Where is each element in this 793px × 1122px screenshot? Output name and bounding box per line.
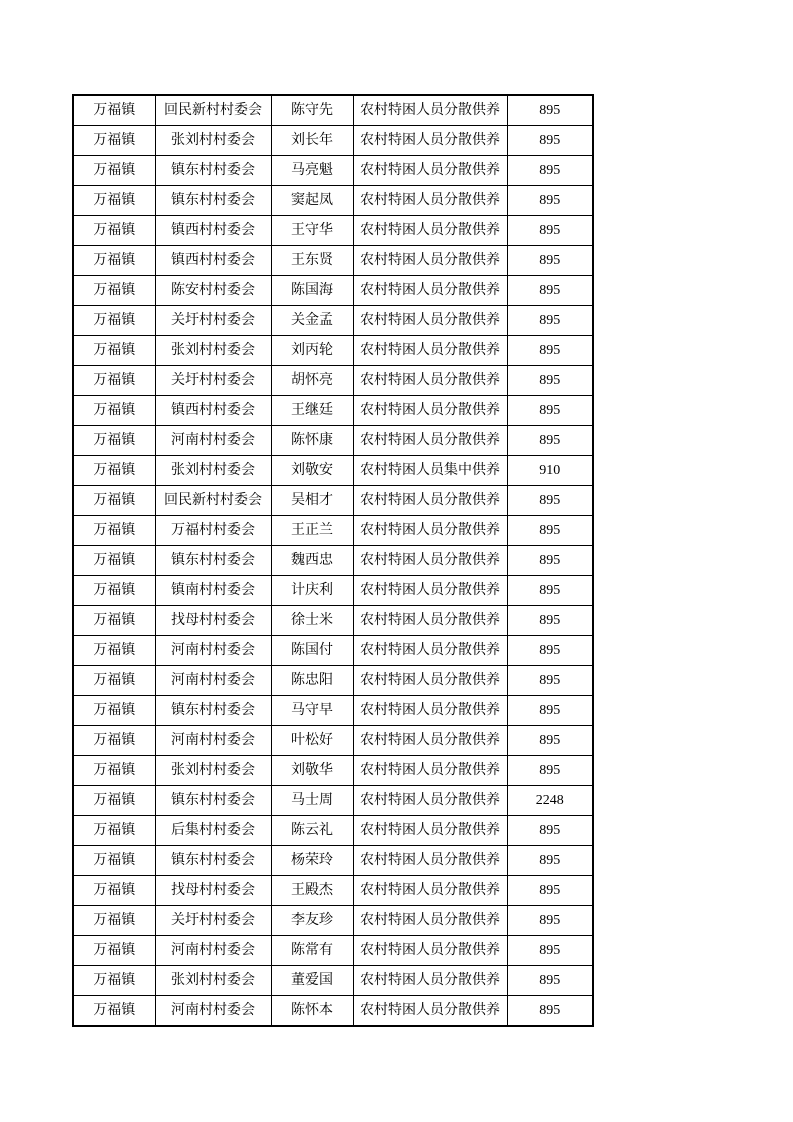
cell-village-committee: 万福村村委会 (155, 516, 271, 546)
table-row (73, 126, 593, 156)
cell-amount: 910 (507, 456, 593, 486)
cell-support-type: 农村特困人员分散供养 (353, 95, 507, 126)
cell-amount: 895 (507, 186, 593, 216)
table-row (73, 546, 593, 576)
table-row (73, 156, 593, 186)
cell-support-type: 农村特困人员分散供养 (353, 876, 507, 906)
cell-village-committee: 镇西村村委会 (155, 246, 271, 276)
cell-amount: 895 (507, 486, 593, 516)
table-row (73, 906, 593, 936)
cell-amount: 895 (507, 126, 593, 156)
cell-village-committee: 镇东村村委会 (155, 786, 271, 816)
cell-person-name: 陈怀本 (271, 996, 353, 1027)
cell-town: 万福镇 (73, 786, 155, 816)
cell-village-committee: 镇东村村委会 (155, 186, 271, 216)
cell-amount: 895 (507, 636, 593, 666)
cell-support-type: 农村特困人员分散供养 (353, 906, 507, 936)
table-row (73, 966, 593, 996)
table-row (73, 426, 593, 456)
cell-amount: 895 (507, 666, 593, 696)
cell-town: 万福镇 (73, 396, 155, 426)
table-row (73, 276, 593, 306)
cell-village-committee: 找母村村委会 (155, 606, 271, 636)
cell-amount: 895 (507, 546, 593, 576)
cell-amount: 2248 (507, 786, 593, 816)
table-row (73, 816, 593, 846)
table-row (73, 246, 593, 276)
table-row (73, 95, 593, 126)
cell-village-committee: 找母村村委会 (155, 876, 271, 906)
table-row (73, 756, 593, 786)
table-row (73, 186, 593, 216)
cell-support-type: 农村特困人员分散供养 (353, 846, 507, 876)
table-row (73, 396, 593, 426)
cell-person-name: 王守华 (271, 216, 353, 246)
cell-village-committee: 张刘村村委会 (155, 966, 271, 996)
cell-amount: 895 (507, 846, 593, 876)
cell-person-name: 陈国海 (271, 276, 353, 306)
cell-village-committee: 河南村村委会 (155, 996, 271, 1027)
cell-amount: 895 (507, 336, 593, 366)
cell-village-committee: 镇西村村委会 (155, 216, 271, 246)
cell-town: 万福镇 (73, 246, 155, 276)
cell-support-type: 农村特困人员分散供养 (353, 786, 507, 816)
cell-support-type: 农村特困人员分散供养 (353, 816, 507, 846)
cell-village-committee: 张刘村村委会 (155, 336, 271, 366)
cell-amount: 895 (507, 516, 593, 546)
table-row (73, 606, 593, 636)
table-row (73, 636, 593, 666)
cell-village-committee: 镇南村村委会 (155, 576, 271, 606)
cell-town: 万福镇 (73, 276, 155, 306)
cell-support-type: 农村特困人员集中供养 (353, 456, 507, 486)
table-row (73, 216, 593, 246)
cell-amount: 895 (507, 95, 593, 126)
cell-village-committee: 镇东村村委会 (155, 156, 271, 186)
cell-person-name: 杨荣玲 (271, 846, 353, 876)
cell-person-name: 关金孟 (271, 306, 353, 336)
cell-person-name: 陈常有 (271, 936, 353, 966)
cell-amount: 895 (507, 366, 593, 396)
cell-person-name: 陈怀康 (271, 426, 353, 456)
cell-village-committee: 河南村村委会 (155, 426, 271, 456)
cell-village-committee: 张刘村村委会 (155, 126, 271, 156)
cell-support-type: 农村特困人员分散供养 (353, 336, 507, 366)
recipient-table (72, 94, 594, 1027)
cell-amount: 895 (507, 606, 593, 636)
cell-person-name: 胡怀亮 (271, 366, 353, 396)
cell-town: 万福镇 (73, 216, 155, 246)
cell-support-type: 农村特困人员分散供养 (353, 696, 507, 726)
cell-town: 万福镇 (73, 306, 155, 336)
cell-support-type: 农村特困人员分散供养 (353, 306, 507, 336)
cell-support-type: 农村特困人员分散供养 (353, 366, 507, 396)
cell-town: 万福镇 (73, 576, 155, 606)
cell-support-type: 农村特困人员分散供养 (353, 936, 507, 966)
cell-town: 万福镇 (73, 756, 155, 786)
cell-support-type: 农村特困人员分散供养 (353, 276, 507, 306)
cell-village-committee: 张刘村村委会 (155, 756, 271, 786)
cell-village-committee: 河南村村委会 (155, 726, 271, 756)
table-row (73, 366, 593, 396)
cell-town: 万福镇 (73, 726, 155, 756)
cell-person-name: 刘敬安 (271, 456, 353, 486)
cell-amount: 895 (507, 216, 593, 246)
cell-support-type: 农村特困人员分散供养 (353, 576, 507, 606)
cell-person-name: 马亮魁 (271, 156, 353, 186)
cell-person-name: 马守早 (271, 696, 353, 726)
cell-town: 万福镇 (73, 996, 155, 1027)
cell-support-type: 农村特困人员分散供养 (353, 216, 507, 246)
cell-village-committee: 陈安村村委会 (155, 276, 271, 306)
cell-support-type: 农村特困人员分散供养 (353, 246, 507, 276)
cell-town: 万福镇 (73, 696, 155, 726)
cell-town: 万福镇 (73, 95, 155, 126)
cell-support-type: 农村特困人员分散供养 (353, 546, 507, 576)
table-row (73, 486, 593, 516)
cell-town: 万福镇 (73, 666, 155, 696)
cell-village-committee: 关圩村村委会 (155, 306, 271, 336)
table-row (73, 726, 593, 756)
cell-support-type: 农村特困人员分散供养 (353, 426, 507, 456)
cell-person-name: 陈守先 (271, 95, 353, 126)
cell-town: 万福镇 (73, 876, 155, 906)
cell-person-name: 魏西忠 (271, 546, 353, 576)
cell-support-type: 农村特困人员分散供养 (353, 396, 507, 426)
cell-support-type: 农村特困人员分散供养 (353, 516, 507, 546)
cell-person-name: 李友珍 (271, 906, 353, 936)
cell-amount: 895 (507, 576, 593, 606)
table-row (73, 576, 593, 606)
cell-amount: 895 (507, 306, 593, 336)
cell-person-name: 徐士米 (271, 606, 353, 636)
cell-amount: 895 (507, 396, 593, 426)
cell-support-type: 农村特困人员分散供养 (353, 486, 507, 516)
cell-amount: 895 (507, 756, 593, 786)
cell-person-name: 王东贤 (271, 246, 353, 276)
cell-village-committee: 镇东村村委会 (155, 546, 271, 576)
table-row (73, 996, 593, 1027)
table-row (73, 846, 593, 876)
table-row (73, 696, 593, 726)
cell-support-type: 农村特困人员分散供养 (353, 186, 507, 216)
cell-support-type: 农村特困人员分散供养 (353, 726, 507, 756)
cell-person-name: 刘敬华 (271, 756, 353, 786)
cell-person-name: 刘长年 (271, 126, 353, 156)
table-row (73, 666, 593, 696)
cell-town: 万福镇 (73, 636, 155, 666)
cell-person-name: 刘丙轮 (271, 336, 353, 366)
recipient-table-body (73, 95, 593, 1026)
cell-support-type: 农村特困人员分散供养 (353, 756, 507, 786)
cell-support-type: 农村特困人员分散供养 (353, 156, 507, 186)
table-row (73, 786, 593, 816)
cell-village-committee: 回民新村村委会 (155, 95, 271, 126)
cell-village-committee: 镇东村村委会 (155, 696, 271, 726)
cell-amount: 895 (507, 936, 593, 966)
cell-person-name: 王继廷 (271, 396, 353, 426)
table-row (73, 306, 593, 336)
cell-person-name: 吴相才 (271, 486, 353, 516)
cell-village-committee: 河南村村委会 (155, 936, 271, 966)
cell-village-committee: 回民新村村委会 (155, 486, 271, 516)
table-row (73, 516, 593, 546)
cell-town: 万福镇 (73, 546, 155, 576)
table-row (73, 876, 593, 906)
cell-support-type: 农村特困人员分散供养 (353, 636, 507, 666)
table-row (73, 336, 593, 366)
cell-support-type: 农村特困人员分散供养 (353, 606, 507, 636)
cell-person-name: 窦起凤 (271, 186, 353, 216)
cell-person-name: 叶松好 (271, 726, 353, 756)
cell-village-committee: 镇东村村委会 (155, 846, 271, 876)
cell-person-name: 董爱国 (271, 966, 353, 996)
cell-amount: 895 (507, 726, 593, 756)
cell-amount: 895 (507, 816, 593, 846)
cell-amount: 895 (507, 906, 593, 936)
cell-town: 万福镇 (73, 906, 155, 936)
cell-support-type: 农村特困人员分散供养 (353, 666, 507, 696)
cell-person-name: 计庆利 (271, 576, 353, 606)
cell-person-name: 陈忠阳 (271, 666, 353, 696)
cell-town: 万福镇 (73, 936, 155, 966)
table-row (73, 456, 593, 486)
cell-person-name: 王殿杰 (271, 876, 353, 906)
cell-town: 万福镇 (73, 456, 155, 486)
cell-support-type: 农村特困人员分散供养 (353, 966, 507, 996)
cell-support-type: 农村特困人员分散供养 (353, 996, 507, 1027)
cell-town: 万福镇 (73, 486, 155, 516)
cell-support-type: 农村特困人员分散供养 (353, 126, 507, 156)
cell-town: 万福镇 (73, 126, 155, 156)
cell-town: 万福镇 (73, 816, 155, 846)
cell-village-committee: 关圩村村委会 (155, 906, 271, 936)
cell-village-committee: 关圩村村委会 (155, 366, 271, 396)
cell-village-committee: 镇西村村委会 (155, 396, 271, 426)
cell-person-name: 王正兰 (271, 516, 353, 546)
cell-town: 万福镇 (73, 156, 155, 186)
cell-town: 万福镇 (73, 606, 155, 636)
cell-village-committee: 张刘村村委会 (155, 456, 271, 486)
cell-amount: 895 (507, 276, 593, 306)
cell-amount: 895 (507, 996, 593, 1027)
cell-person-name: 马士周 (271, 786, 353, 816)
cell-village-committee: 河南村村委会 (155, 636, 271, 666)
cell-town: 万福镇 (73, 426, 155, 456)
cell-amount: 895 (507, 426, 593, 456)
cell-amount: 895 (507, 156, 593, 186)
cell-person-name: 陈国付 (271, 636, 353, 666)
cell-town: 万福镇 (73, 846, 155, 876)
cell-amount: 895 (507, 696, 593, 726)
cell-town: 万福镇 (73, 336, 155, 366)
cell-town: 万福镇 (73, 366, 155, 396)
cell-amount: 895 (507, 246, 593, 276)
cell-village-committee: 后集村村委会 (155, 816, 271, 846)
cell-town: 万福镇 (73, 966, 155, 996)
cell-amount: 895 (507, 876, 593, 906)
cell-amount: 895 (507, 966, 593, 996)
cell-town: 万福镇 (73, 516, 155, 546)
cell-person-name: 陈云礼 (271, 816, 353, 846)
cell-town: 万福镇 (73, 186, 155, 216)
table-row (73, 936, 593, 966)
cell-village-committee: 河南村村委会 (155, 666, 271, 696)
